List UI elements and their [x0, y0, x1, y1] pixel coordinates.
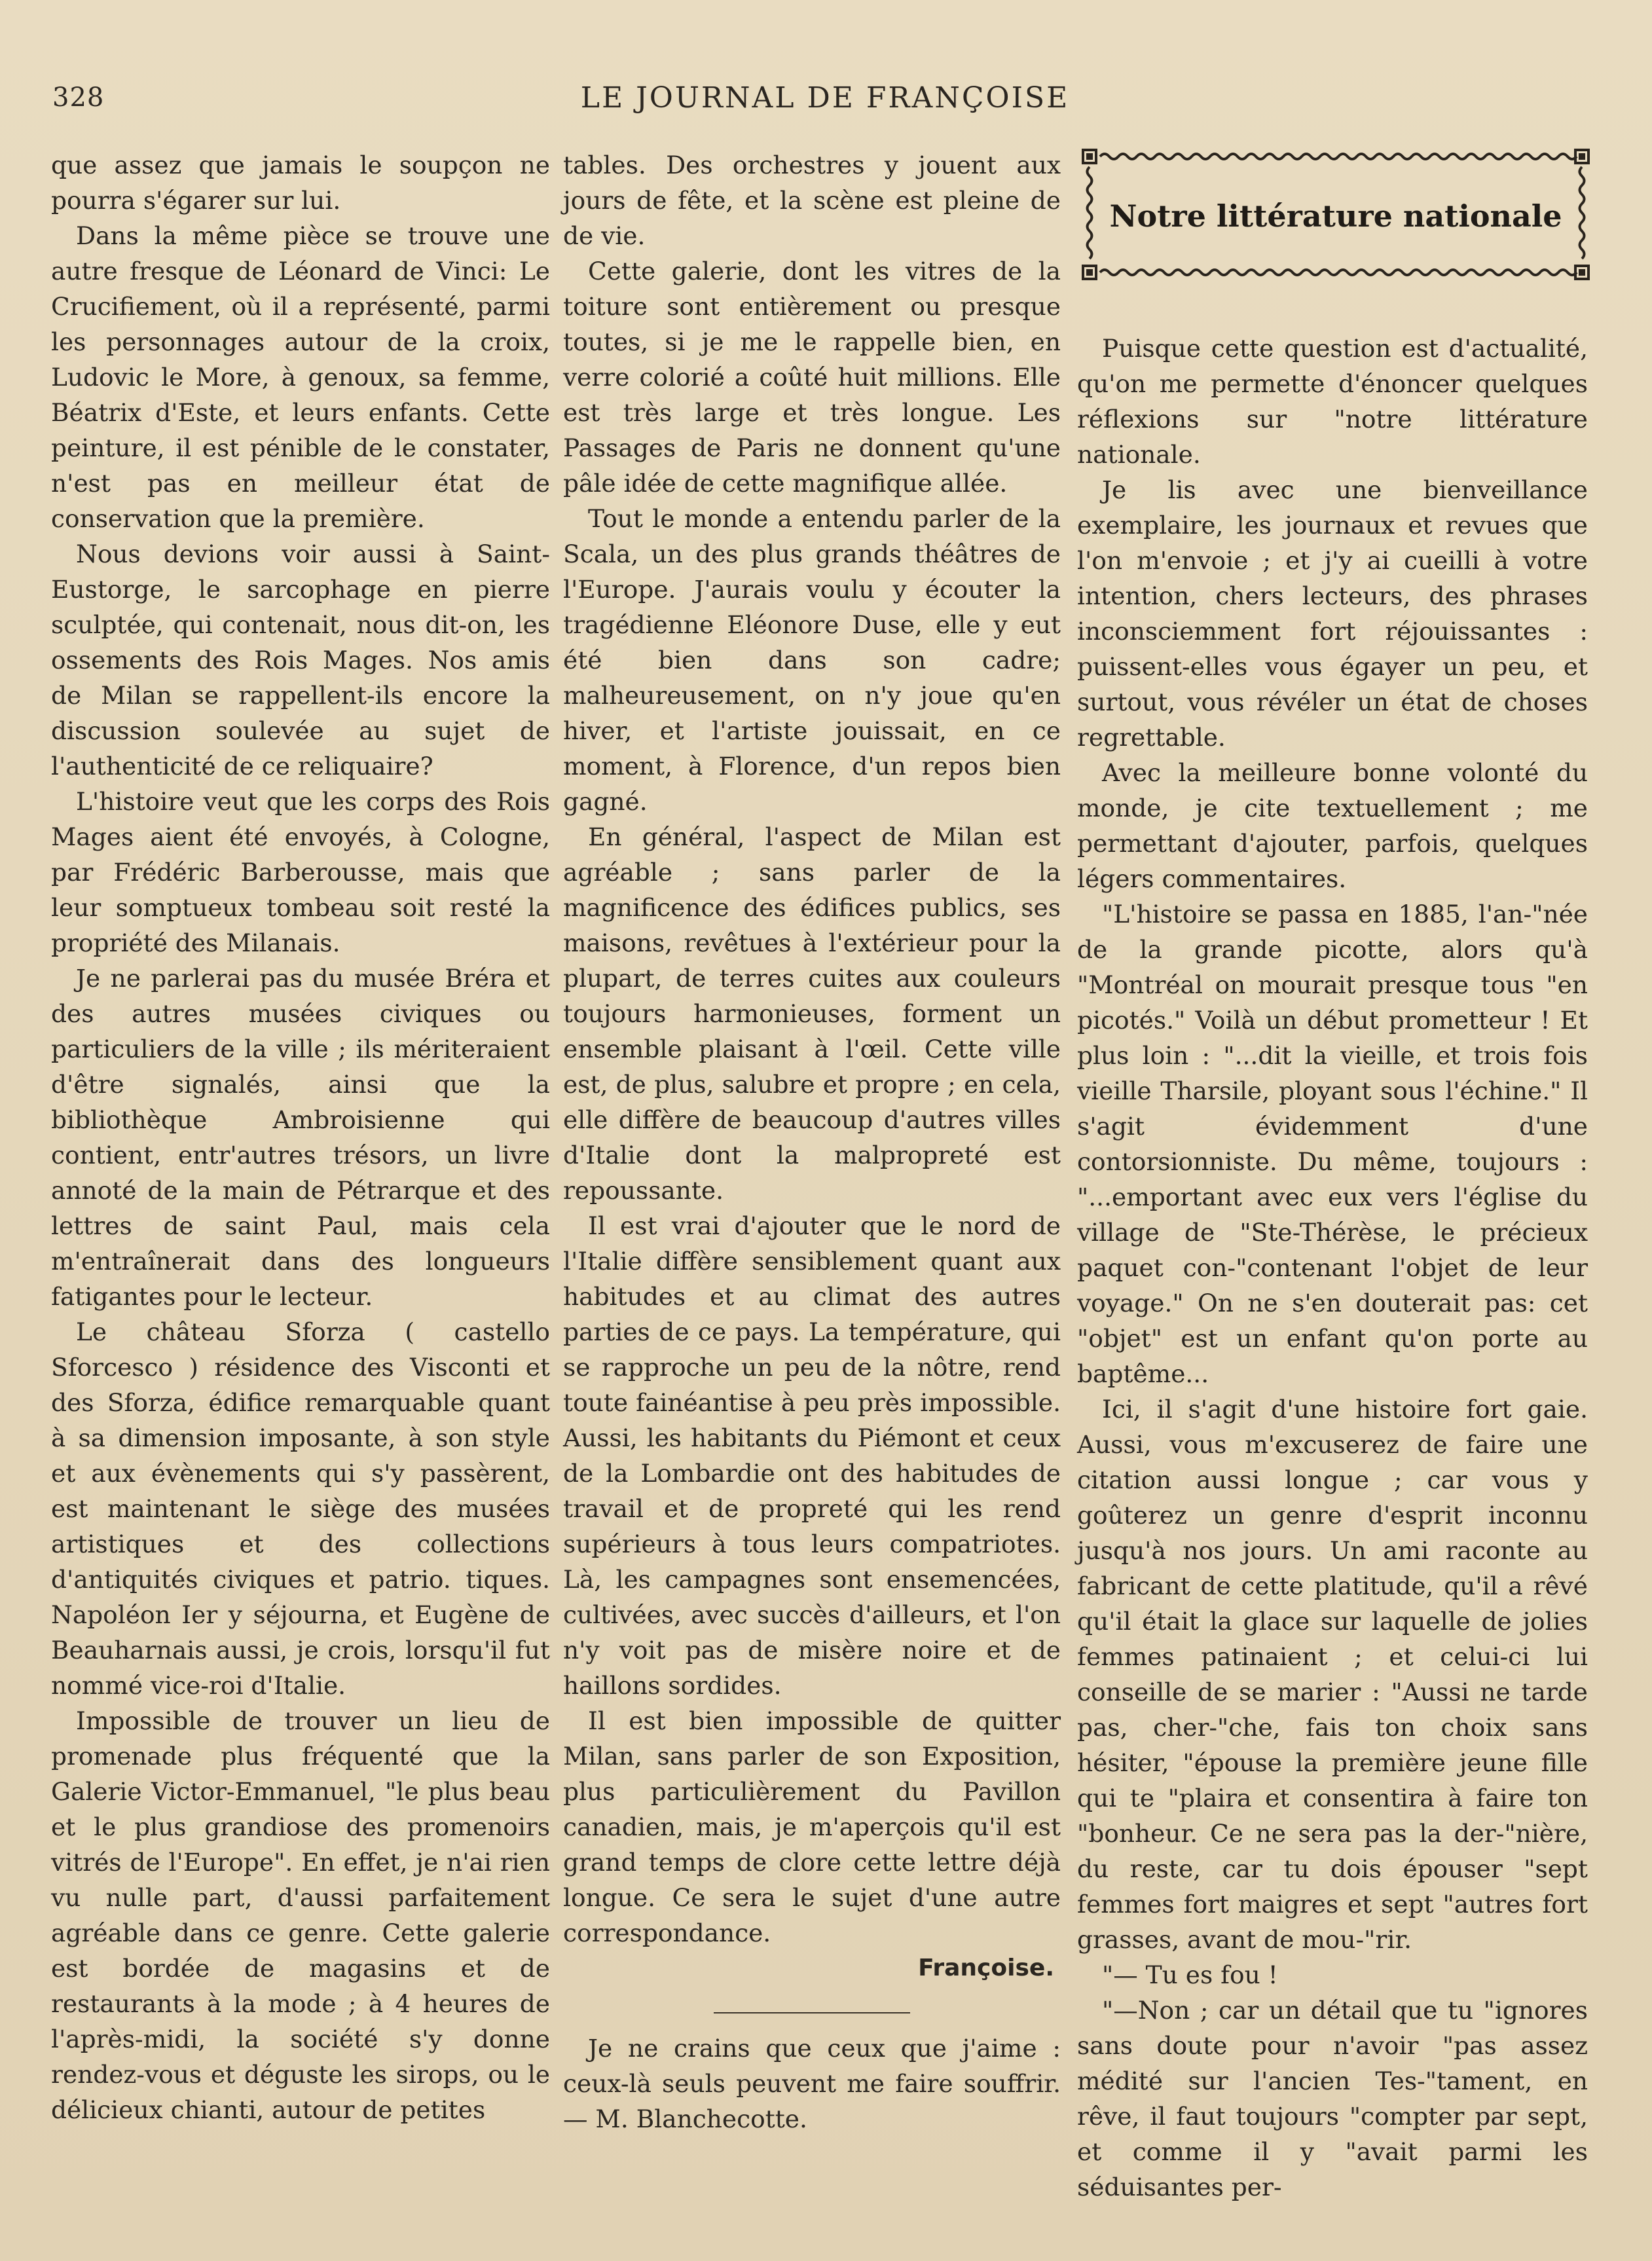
- column-1: [51, 147, 550, 2127]
- paragraph: "—Non ; car un détail que tu "ignores sans doute pour n'avoir "pas assez médité sur l'ancien Tes-"tament, en rêve, il faut toujours "compter par sept, et comme il y "avait parmi les séduisantes per-: [1077, 1996, 1588, 2201]
- paragraph: Impossible de trouver un lieu de promenade plus fréquenté que la Galerie Victor-Emmanuel, "le plus beau et le plus grandiose des promenoirs vitrés de l'Europe". En effet, je n'ai rien vu nulle part, d'aussi parfaitement agréable dans ce genre. Cette galerie est bordée de magasins et de restaurants à la mode ; à 4 heures de l'après-midi, la société s'y donne rendez-vous et déguste les sirops, ou le délicieux chianti, autour de petites: [51, 1706, 550, 2124]
- paragraph: Le château Sforza ( castello Sforcesco ) résidence des Visconti et des Sforza, édifice remarquable quant à sa dimension imposante, à son style et aux évènements qui s'y passèrent, est maintenant le siège des musées artistiques et des collections d'antiquités civiques et patrio. tiques. Napoléon Ier y séjourna, et Eugène de Beauharnais aussi, je crois, lorsqu'il fut nommé vice-roi d'Italie.: [51, 1317, 550, 1700]
- paragraph: Puisque cette question est d'actualité, qu'on me permette d'énoncer quelques réflexions sur "notre littérature nationale.: [1077, 334, 1588, 469]
- paragraph: Avec la meilleure bonne volonté du monde, je cite textuellement ; me permettant d'ajouter, parfois, quelques légers commentaires.: [1077, 758, 1588, 893]
- page-number: 328: [52, 83, 105, 113]
- column-3: [1077, 331, 1588, 2205]
- paragraph: Il est vrai d'ajouter que le nord de l'Italie diffère sensiblement quant aux habitudes et au climat des autres parties de ce pays. La température, qui se rapproche un peu de la nôtre, rend toute fainéantise à peu près impossible. Aussi, les habitants du Piémont et ceux de la Lombardie ont des habitudes de travail et de propreté qui les rend supérieurs à tous leurs compatriotes. Là, les campagnes sont ensemencées, cultivées, avec succès d'ailleurs, et l'on n'y voit pas de misère noire et de haillons sordides.: [563, 1211, 1061, 1700]
- paragraph: Je ne parlerai pas du musée Bréra et des autres musées civiques ou particuliers de la ville ; ils mériteraient d'être signalés, ainsi que la bibliothèque Ambroisienne qui contient, entr'autres trésors, un livre annoté de la main de Pétrarque et des lettres de saint Paul, mais cela m'entraînerait dans des longueurs fatigantes pour le lecteur.: [51, 964, 550, 1311]
- paragraph: Je lis avec une bienveillance exemplaire, les journaux et revues que l'on m'envoie ; et j'y ai cueilli à votre intention, chers lecteurs, des phrases inconsciemment fort réjouissantes : puissent-elles vous égayer un peu, et surtout, vous révéler un état de choses regrettable.: [1077, 475, 1588, 752]
- separator-rule: [714, 2012, 910, 2013]
- paragraph: Il est bien impossible de quitter Milan, sans parler de son Exposition, plus particulièrement du Pavillon canadien, mais, je m'aperçois qu'il est grand temps de clore cette lettre déjà longue. Ce sera le sujet d'une autre correspondance.: [563, 1706, 1061, 1947]
- paragraph: "— Tu es fou !: [1102, 1960, 1278, 1989]
- paragraph: Cette galerie, dont les vitres de la toiture sont entièrement ou presque toutes, si je me le rappelle bien, en verre colorié a coûté huit millions. Elle est très large et très longue. Les Passages de Paris ne donnent qu'une pâle idée de cette magnifique allée.: [563, 257, 1061, 498]
- paragraph: L'histoire veut que les corps des Rois Mages aient été envoyés, à Cologne, par Frédéric Barberousse, mais que leur somptueux tombeau soit resté la propriété des Milanais.: [51, 787, 550, 957]
- author-signature: Françoise.: [918, 1955, 1054, 1981]
- journal-title: LE JOURNAL DE FRANÇOISE: [580, 81, 1070, 115]
- section-title-box: [1080, 147, 1591, 282]
- paragraph: En général, l'aspect de Milan est agréable ; sans parler de la magnificence des édifices publics, ses maisons, revêtues à l'extérieur pour la plupart, de terres cuites aux couleurs toujours harmonieuses, forment un ensemble plaisant à l'œil. Cette ville est, de plus, salubre et propre ; en cela, elle diffère de beaucoup d'autres villes d'Italie dont la malpropreté est repoussante.: [563, 822, 1061, 1205]
- quotation: Je ne crains que ceux que j'aime : ceux-là seuls peuvent me faire souffrir. — M. Blanchecotte.: [563, 2034, 1061, 2133]
- paragraph: que assez que jamais le soupçon ne pourra s'égarer sur lui.: [51, 151, 550, 215]
- paragraph: tables. Des orchestres y jouent aux jours de fête, et la scène est pleine de de vie.: [563, 151, 1061, 250]
- paragraph: "L'histoire se passa en 1885, l'an-"née de la grande picotte, alors qu'à "Montréal on mourait presque tous "en picotés." Voilà un début prometteur ! Et plus loin : "...dit la vieille, et trois fois vieille Tharsile, ployant sous l'échine." Il s'agit évidemment d'une contorsionniste. Du même, toujours : "...emportant avec eux vers l'église du village de "Ste-Thérèse, le précieux paquet con-"contenant l'objet de leur voyage." On ne s'en douterait pas: cet "objet" est un enfant qu'on porte au baptême...: [1077, 900, 1588, 1388]
- paragraph: Ici, il s'agit d'une histoire fort gaie. Aussi, vous m'excuserez de faire une citation aussi longue ; car vous y goûterez un genre d'esprit inconnu jusqu'à nos jours. Un ami raconte au fabricant de cette platitude, qu'il a rêvé qu'il était la glace sur laquelle de jolies femmes patinaient ; et celui-ci lui conseille de se marier : "Aussi ne tarde pas, cher-"che, fais ton choix sans hésiter, "épouse la première jeune fille qui te "plaira et consentira à faire ton "bonheur. Ce ne sera pas la der-"nière, du reste, car tu dois épouser "sept femmes fort maigres et sept "autres fort grasses, avant de mou-"rir.: [1077, 1395, 1588, 1954]
- section-title: Notre littérature nationale: [1109, 198, 1562, 234]
- paragraph: Nous devions voir aussi à Saint-Eustorge, le sarcophage en pierre sculptée, qui contenait, nous dit-on, les ossements des Rois Mages. Nos amis de Milan se rappellent-ils encore la discussion soulevée au sujet de l'authenticité de ce reliquaire?: [51, 540, 550, 781]
- column-2: [563, 147, 1061, 2137]
- paragraph: Dans la même pièce se trouve une autre fresque de Léonard de Vinci: Le Crucifiement, où il a représenté, parmi les personnages autour de la croix, Ludovic le More, à genoux, sa femme, Béatrix d'Este, et leurs enfants. Cette peinture, il est pénible de le constater, n'est pas en meilleur état de conservation que la première.: [51, 221, 550, 533]
- page-header: [52, 79, 1598, 118]
- paragraph: Tout le monde a entendu parler de la Scala, un des plus grands théâtres de l'Europe. J'aurais voulu y écouter la tragédienne Eléonore Duse, elle y eut été bien dans son cadre; malheureusement, on n'y joue qu'en hiver, et l'artiste jouissait, en ce moment, à Florence, d'un repos bien gagné.: [563, 504, 1061, 816]
